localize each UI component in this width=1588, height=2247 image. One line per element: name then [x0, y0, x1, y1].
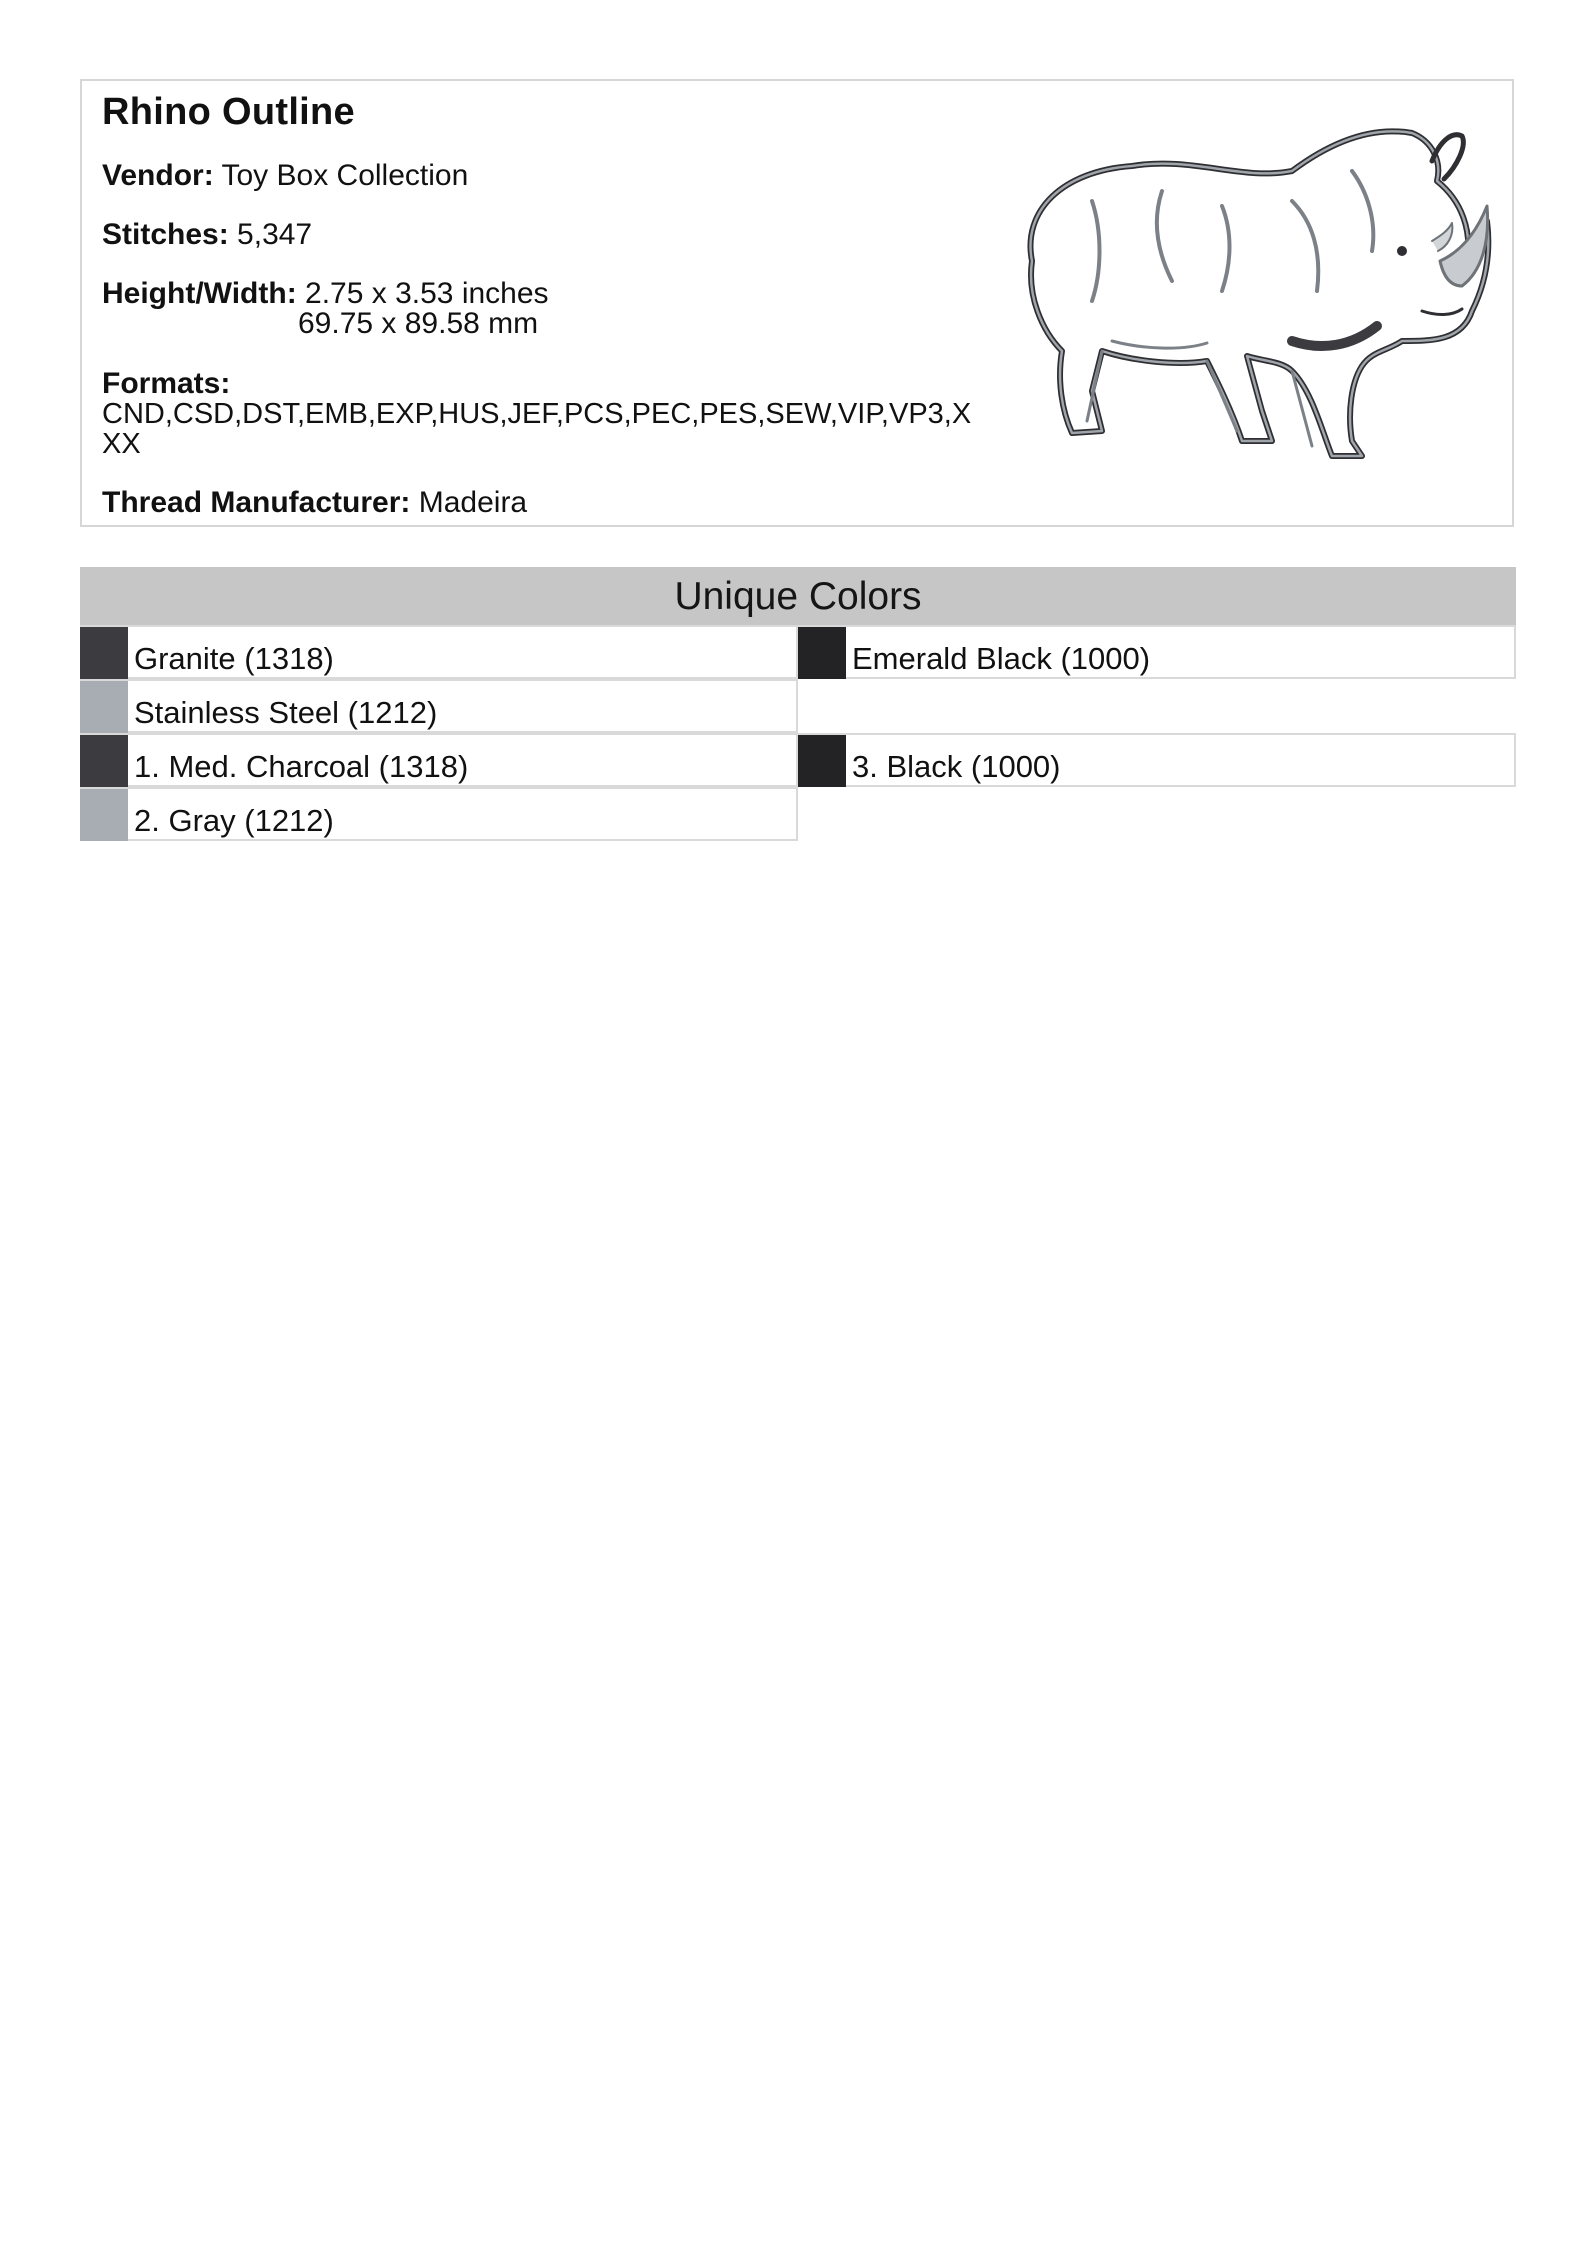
height-width-row: [102, 279, 549, 309]
stitches-value: 5,347: [237, 218, 313, 251]
stitches-row: [102, 220, 312, 250]
formats-value: CND,CSD,DST,EMB,EXP,HUS,JEF,PCS,PEC,PES,SEW,VIP,VP3,XXX: [102, 398, 972, 460]
color-swatch: [80, 681, 128, 733]
color-swatch: [80, 627, 128, 679]
unique-colors-table: [80, 567, 1516, 841]
thread-row: [102, 488, 527, 518]
empty-color-cell: [798, 787, 1516, 841]
color-entry: [80, 625, 798, 679]
color-name: 2. Gray (1212): [134, 803, 334, 838]
color-swatch: [80, 735, 128, 787]
color-swatch: [798, 627, 846, 679]
vendor-row: [102, 161, 468, 191]
color-entry: [80, 733, 798, 787]
thread-label: Thread Manufacturer:: [102, 486, 411, 519]
design-title: Rhino Outline: [102, 91, 355, 133]
color-entry: [80, 787, 798, 841]
color-swatch: [798, 735, 846, 787]
vendor-label: Vendor:: [102, 159, 214, 192]
color-name: Emerald Black (1000): [852, 641, 1151, 676]
height-width-inches: 2.75 x 3.53 inches: [305, 277, 549, 310]
empty-color-cell: [798, 679, 1516, 733]
color-entry: [80, 679, 798, 733]
stitches-label: Stitches:: [102, 218, 229, 251]
color-grid: [80, 625, 1516, 841]
color-name: Granite (1318): [134, 641, 334, 676]
thread-value: Madeira: [418, 486, 528, 519]
vendor-value: Toy Box Collection: [221, 159, 469, 192]
color-swatch: [80, 789, 128, 841]
height-width-mm: 69.75 x 89.58 mm: [298, 307, 539, 340]
color-name: 1. Med. Charcoal (1318): [134, 749, 469, 784]
color-name: Stainless Steel (1212): [134, 695, 438, 730]
formats-label: Formats:: [102, 367, 231, 400]
color-name: 3. Black (1000): [852, 749, 1061, 784]
unique-colors-header: Unique Colors: [80, 567, 1516, 625]
design-info-panel: [80, 79, 1514, 527]
color-entry: [798, 733, 1516, 787]
rhino-design-preview: [992, 111, 1492, 511]
height-width-label: Height/Width:: [102, 277, 297, 310]
color-entry: [798, 625, 1516, 679]
